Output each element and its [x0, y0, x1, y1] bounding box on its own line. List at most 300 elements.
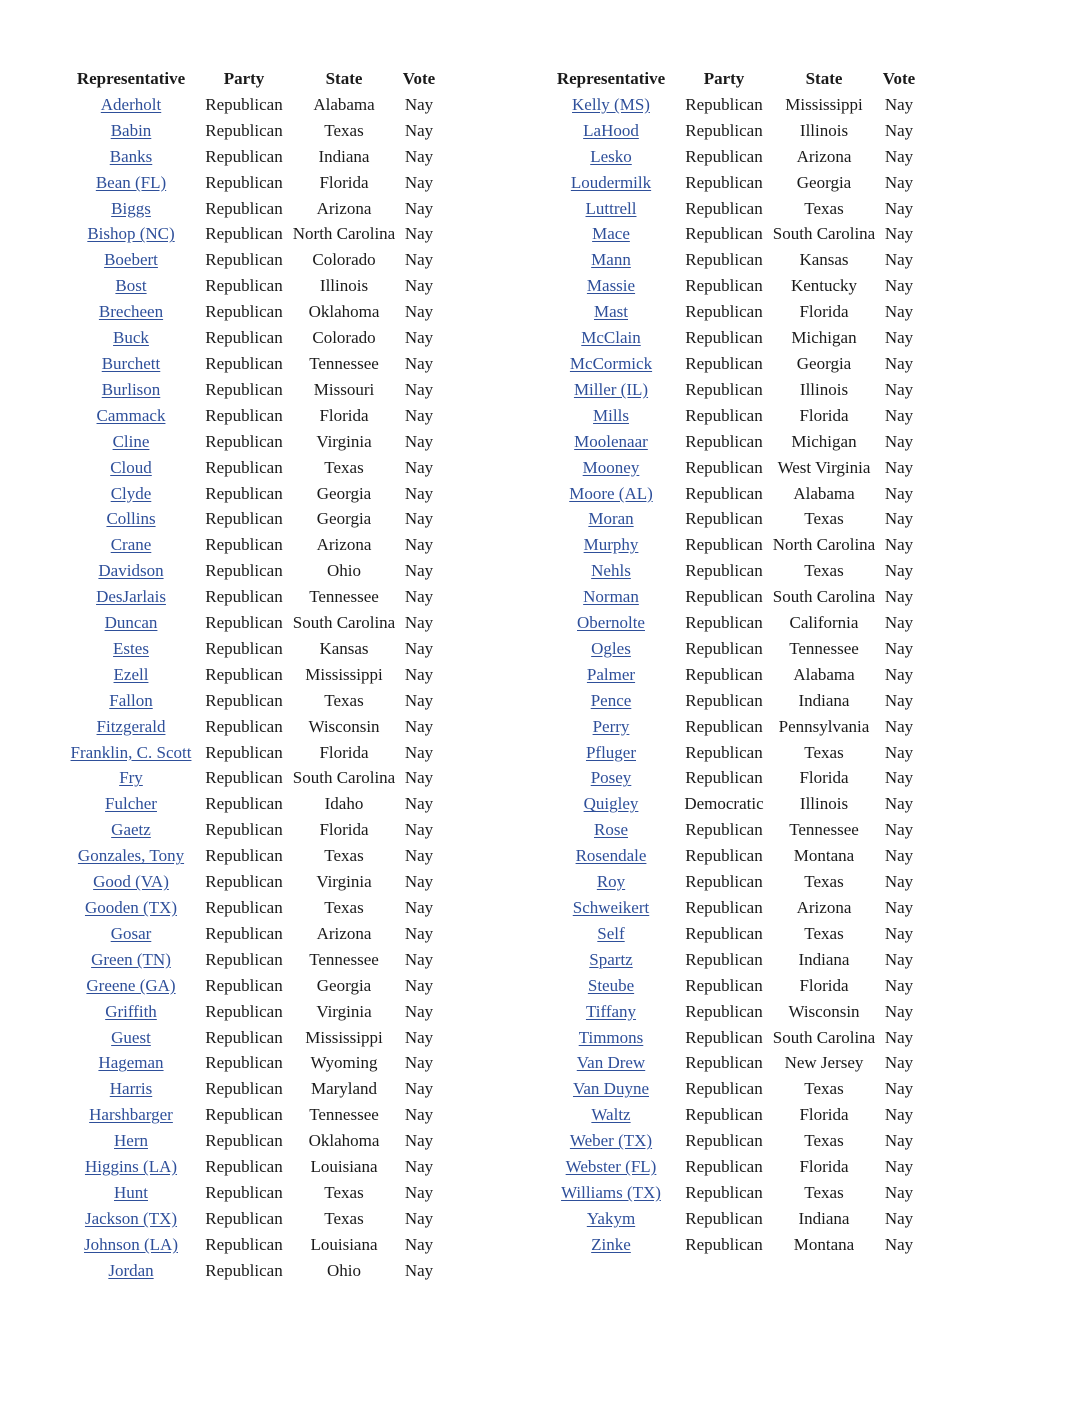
table-row — [66, 636, 442, 662]
representative-link[interactable]: Posey — [590, 768, 632, 788]
representative-link[interactable]: Schweikert — [572, 898, 650, 917]
vote-cell: Nay — [884, 638, 914, 658]
table-row — [66, 351, 442, 377]
vote-cell: Nay — [884, 1131, 914, 1151]
representative-link[interactable]: Steube — [587, 975, 635, 995]
party-cell: Republican — [685, 172, 763, 192]
representative-link[interactable]: Harshbarger — [89, 1105, 173, 1125]
representative-cell — [546, 947, 676, 973]
representative-link[interactable]: Williams (TX) — [561, 1182, 661, 1202]
state-cell: California — [789, 613, 859, 633]
representative-cell — [546, 1102, 676, 1128]
vote-cell: Nay — [884, 1234, 914, 1254]
representative-link[interactable]: DesJarlais — [96, 587, 166, 607]
table-row — [546, 636, 922, 662]
party-cell: Republican — [685, 353, 763, 373]
representative-link[interactable]: Hern — [114, 1131, 148, 1151]
representative-link[interactable]: Cammack — [96, 405, 166, 425]
representative-link[interactable]: Brecheen — [98, 302, 164, 322]
vote-cell: Nay — [884, 872, 914, 892]
representative-cell — [546, 1154, 676, 1180]
table-row — [546, 714, 922, 740]
table-row — [546, 947, 922, 973]
representative-link[interactable]: Greene (GA) — [86, 975, 176, 995]
representative-link[interactable]: Davidson — [98, 561, 164, 581]
state-cell: Florida — [319, 820, 369, 840]
representative-link[interactable]: Pfluger — [585, 742, 637, 762]
representative-link[interactable]: Mills — [593, 405, 629, 425]
representative-link[interactable]: Jordan — [108, 1260, 154, 1280]
vote-cell: Nay — [884, 172, 914, 192]
party-cell: Republican — [685, 561, 763, 581]
table-row — [66, 481, 442, 507]
representative-link[interactable]: Timmons — [578, 1027, 644, 1047]
party-cell: Republican — [205, 509, 283, 529]
party-cell: Republican — [205, 198, 283, 218]
party-cell: Republican — [205, 1001, 283, 1021]
state-cell: Arizona — [796, 898, 852, 917]
table-row — [546, 1154, 922, 1180]
representative-cell — [546, 1206, 676, 1232]
representative-link[interactable]: Moran — [588, 509, 634, 529]
representative-link[interactable]: Duncan — [104, 613, 158, 633]
party-cell: Republican — [685, 975, 763, 995]
representative-link[interactable]: Hageman — [98, 1053, 164, 1073]
vote-cell: Nay — [404, 1157, 434, 1177]
party-cell: Republican — [205, 975, 283, 995]
representative-link[interactable]: Fallon — [109, 690, 153, 710]
state-cell: North Carolina — [772, 535, 876, 555]
state-cell: West Virginia — [777, 457, 871, 477]
representative-link[interactable]: Waltz — [591, 1105, 631, 1125]
representative-link[interactable]: Gaetz — [111, 820, 151, 840]
vote-cell: Nay — [884, 923, 914, 943]
state-cell: Missouri — [313, 379, 375, 399]
state-cell: Texas — [324, 120, 364, 140]
state-cell: Florida — [319, 172, 369, 192]
vote-table-left — [66, 66, 442, 1284]
party-cell: Republican — [205, 1053, 283, 1073]
representative-link[interactable]: Boebert — [104, 250, 158, 270]
table-row — [546, 1025, 922, 1051]
table-row — [66, 921, 442, 947]
representative-link[interactable]: Guest — [111, 1027, 151, 1047]
representative-link[interactable]: Biggs — [111, 198, 151, 218]
representative-link[interactable]: Loudermilk — [570, 172, 652, 192]
representative-link[interactable]: Aderholt — [100, 94, 162, 114]
representative-cell — [546, 740, 676, 766]
representative-link[interactable]: Lesko — [590, 146, 632, 166]
party-cell: Republican — [685, 1105, 763, 1125]
party-cell: Republican — [685, 1234, 763, 1254]
representative-link[interactable]: Fry — [119, 768, 143, 788]
vote-cell: Nay — [404, 250, 434, 270]
table-row — [66, 1025, 442, 1051]
table-row — [546, 403, 922, 429]
representative-cell — [66, 403, 196, 429]
party-cell: Republican — [205, 872, 283, 892]
table-row — [546, 843, 922, 869]
party-cell: Republican — [205, 535, 283, 555]
vote-cell: Nay — [404, 742, 434, 762]
table-row — [546, 740, 922, 766]
party-cell: Republican — [205, 405, 283, 425]
representative-link[interactable]: Collins — [106, 509, 156, 529]
vote-cell: Nay — [404, 872, 434, 892]
vote-cell: Nay — [884, 379, 914, 399]
party-cell: Republican — [205, 1157, 283, 1177]
representative-link[interactable]: Jackson (TX) — [84, 1208, 178, 1228]
table-row — [546, 170, 922, 196]
state-cell: South Carolina — [772, 224, 876, 244]
representative-link[interactable]: Van Duyne — [572, 1079, 649, 1099]
representative-link[interactable]: Obernolte — [577, 613, 645, 633]
representative-cell — [546, 247, 676, 273]
party-cell: Republican — [685, 198, 763, 218]
representative-link[interactable]: Mooney — [582, 457, 640, 477]
representative-cell — [546, 688, 676, 714]
table-row — [66, 947, 442, 973]
representative-link[interactable]: Bean (FL) — [95, 172, 167, 192]
representative-link[interactable]: Rosendale — [575, 846, 647, 866]
vote-cell: Nay — [404, 1027, 434, 1047]
table-row — [66, 765, 442, 791]
vote-cell: Nay — [884, 431, 914, 451]
party-cell: Republican — [205, 94, 283, 114]
state-cell: Texas — [804, 923, 844, 943]
vote-cell: Nay — [884, 1157, 914, 1177]
state-cell: Texas — [804, 742, 844, 762]
table-row — [546, 817, 922, 843]
party-cell: Republican — [685, 94, 763, 114]
table-row — [66, 688, 442, 714]
representative-link[interactable]: Franklin, C. Scott — [70, 742, 192, 762]
representative-link[interactable]: Babin — [110, 120, 152, 140]
vote-cell: Nay — [884, 535, 914, 555]
representative-link[interactable]: Mast — [594, 302, 628, 322]
state-cell: Georgia — [316, 975, 372, 995]
table-row — [546, 299, 922, 325]
representative-link[interactable]: Fulcher — [105, 794, 157, 814]
party-cell: Republican — [205, 613, 283, 633]
representative-link[interactable]: Burchett — [101, 353, 161, 373]
representative-cell — [546, 196, 676, 222]
table-row — [66, 377, 442, 403]
representative-link[interactable]: Hunt — [114, 1182, 148, 1202]
representative-link[interactable]: Cline — [112, 431, 150, 451]
representative-cell — [66, 351, 196, 377]
state-cell: Texas — [324, 690, 364, 710]
representative-link[interactable]: Good (VA) — [93, 872, 169, 892]
party-cell: Republican — [685, 1053, 763, 1073]
state-cell: Texas — [804, 1131, 844, 1151]
representative-cell — [66, 765, 196, 791]
party-cell: Republican — [205, 846, 283, 866]
table-row — [546, 921, 922, 947]
table-row — [66, 1154, 442, 1180]
table-row — [66, 662, 442, 688]
state-cell: Wyoming — [310, 1053, 378, 1073]
state-cell: Wisconsin — [308, 716, 380, 736]
representative-link[interactable]: Johnson (LA) — [84, 1234, 178, 1254]
header-vote: Vote — [402, 69, 436, 88]
representative-link[interactable]: Palmer — [586, 664, 636, 684]
representative-cell — [66, 973, 196, 999]
representative-cell — [66, 817, 196, 843]
vote-cell: Nay — [884, 820, 914, 840]
party-cell: Republican — [205, 898, 283, 917]
table-header-row — [546, 66, 922, 92]
table-row — [546, 144, 922, 170]
state-cell: Florida — [799, 405, 849, 425]
state-cell: Tennessee — [789, 638, 859, 658]
representative-cell — [66, 1025, 196, 1051]
table-row — [66, 1258, 442, 1284]
table-row — [546, 351, 922, 377]
state-cell: Alabama — [313, 94, 375, 114]
representative-link[interactable]: Spartz — [589, 949, 633, 969]
representative-link[interactable]: Moore (AL) — [569, 483, 653, 503]
vote-cell: Nay — [404, 1105, 434, 1125]
representative-link[interactable]: Estes — [113, 638, 149, 658]
state-cell: Montana — [793, 846, 855, 866]
table-row — [546, 92, 922, 118]
representative-link[interactable]: Fitzgerald — [96, 716, 166, 736]
state-cell: Pennsylvania — [778, 716, 870, 736]
representative-cell — [66, 1206, 196, 1232]
state-cell: Texas — [324, 457, 364, 477]
table-row — [66, 999, 442, 1025]
party-cell: Republican — [685, 613, 763, 633]
state-cell: Texas — [804, 1079, 844, 1099]
vote-cell: Nay — [404, 664, 434, 684]
representative-cell — [546, 481, 676, 507]
vote-cell: Nay — [404, 975, 434, 995]
table-row — [546, 1102, 922, 1128]
state-cell: Florida — [799, 1157, 849, 1177]
party-cell: Republican — [685, 1079, 763, 1099]
representative-cell — [546, 403, 676, 429]
table-row — [546, 1050, 922, 1076]
vote-cell: Nay — [884, 690, 914, 710]
vote-cell: Nay — [884, 975, 914, 995]
vote-cell: Nay — [404, 587, 434, 607]
table-row — [546, 1232, 922, 1258]
representative-link[interactable]: Tiffany — [585, 1001, 637, 1021]
representative-link[interactable]: Murphy — [583, 535, 639, 555]
representative-link[interactable]: Gooden (TX) — [84, 898, 178, 917]
vote-cell: Nay — [884, 1001, 914, 1021]
representative-link[interactable]: Norman — [583, 587, 639, 607]
party-cell: Democratic — [684, 794, 764, 814]
representative-cell — [66, 92, 196, 118]
state-cell: Indiana — [798, 1208, 850, 1228]
party-cell: Republican — [205, 1182, 283, 1202]
state-cell: Florida — [319, 405, 369, 425]
party-cell: Republican — [205, 431, 283, 451]
party-cell: Republican — [685, 1182, 763, 1202]
representative-link[interactable]: Harris — [109, 1079, 153, 1099]
table-row — [66, 144, 442, 170]
representative-cell — [546, 144, 676, 170]
vote-cell: Nay — [404, 794, 434, 814]
state-cell: Mississippi — [785, 94, 863, 114]
representative-cell — [546, 973, 676, 999]
state-cell: Ohio — [327, 561, 361, 581]
state-cell: Texas — [804, 1182, 844, 1202]
representative-link[interactable]: Kelly (MS) — [572, 94, 650, 114]
representative-link[interactable]: Self — [597, 923, 625, 943]
representative-cell — [66, 144, 196, 170]
party-cell: Republican — [205, 146, 283, 166]
representative-link[interactable]: Gosar — [110, 923, 152, 943]
state-cell: Louisiana — [310, 1234, 378, 1254]
table-row — [546, 1076, 922, 1102]
representative-link[interactable]: LaHood — [583, 120, 639, 140]
vote-cell: Nay — [884, 898, 914, 917]
party-cell: Republican — [685, 690, 763, 710]
party-cell: Republican — [685, 328, 763, 348]
representative-cell — [66, 1232, 196, 1258]
table-row — [546, 455, 922, 481]
representative-link[interactable]: Webster (FL) — [565, 1157, 657, 1177]
representative-cell — [66, 299, 196, 325]
representative-link[interactable]: Banks — [109, 146, 153, 166]
vote-cell: Nay — [404, 276, 434, 296]
representative-link[interactable]: McCormick — [569, 353, 653, 373]
party-cell: Republican — [685, 535, 763, 555]
vote-table-right — [546, 66, 922, 1258]
representative-link[interactable]: Buck — [113, 328, 149, 348]
party-cell: Republican — [685, 820, 763, 840]
representative-cell — [66, 791, 196, 817]
vote-cell: Nay — [404, 353, 434, 373]
state-cell: Alabama — [793, 483, 855, 503]
party-cell: Republican — [205, 302, 283, 322]
vote-cell: Nay — [404, 198, 434, 218]
party-cell: Republican — [685, 1157, 763, 1177]
state-cell: Alabama — [793, 664, 855, 684]
representative-cell — [66, 584, 196, 610]
vote-cell: Nay — [404, 1053, 434, 1073]
state-cell: Texas — [324, 846, 364, 866]
party-cell: Republican — [685, 379, 763, 399]
representative-link[interactable]: Pence — [590, 690, 632, 710]
representative-link[interactable]: Bishop (NC) — [87, 224, 175, 244]
state-cell: Maryland — [310, 1079, 378, 1099]
representative-link[interactable]: Clyde — [110, 483, 152, 503]
state-cell: South Carolina — [772, 587, 876, 607]
table-row — [546, 325, 922, 351]
vote-cell: Nay — [884, 276, 914, 296]
representative-link[interactable]: Luttrell — [585, 198, 637, 218]
party-cell: Republican — [205, 820, 283, 840]
state-cell: Texas — [804, 198, 844, 218]
representative-cell — [546, 325, 676, 351]
party-cell: Republican — [205, 379, 283, 399]
representative-cell — [66, 221, 196, 247]
representative-link[interactable]: Roy — [596, 872, 626, 892]
representative-link[interactable]: Ezell — [113, 664, 149, 684]
state-cell: Virginia — [316, 872, 372, 892]
representative-link[interactable]: Massie — [586, 276, 636, 296]
vote-cell: Nay — [404, 535, 434, 555]
representative-link[interactable]: Bost — [115, 276, 147, 296]
party-cell: Republican — [205, 120, 283, 140]
party-cell: Republican — [685, 1208, 763, 1228]
state-cell: Georgia — [796, 172, 852, 192]
representative-link[interactable]: Burlison — [101, 379, 161, 399]
representative-link[interactable]: Rose — [594, 820, 628, 840]
representative-link[interactable]: Griffith — [105, 1001, 157, 1021]
representative-cell — [66, 558, 196, 584]
representative-cell — [546, 377, 676, 403]
table-row — [66, 869, 442, 895]
representative-link[interactable]: Van Drew — [576, 1053, 646, 1073]
table-row — [66, 1180, 442, 1206]
representative-link[interactable]: Green (TN) — [91, 949, 171, 969]
representative-link[interactable]: Yakym — [586, 1208, 636, 1228]
vote-cell: Nay — [884, 250, 914, 270]
representative-link[interactable]: Ogles — [591, 638, 631, 658]
state-cell: Georgia — [316, 483, 372, 503]
table-row — [66, 118, 442, 144]
vote-cell: Nay — [884, 405, 914, 425]
state-cell: Arizona — [316, 198, 372, 218]
state-cell: Mississippi — [305, 1027, 383, 1047]
state-cell: Montana — [793, 1234, 855, 1254]
representative-link[interactable]: Miller (IL) — [573, 379, 649, 399]
representative-cell — [66, 688, 196, 714]
vote-cell: Nay — [404, 457, 434, 477]
state-cell: Kansas — [799, 250, 849, 270]
party-cell: Republican — [685, 120, 763, 140]
party-cell: Republican — [205, 561, 283, 581]
vote-cell: Nay — [404, 1182, 434, 1202]
table-row — [66, 532, 442, 558]
vote-cell: Nay — [404, 224, 434, 244]
representative-link[interactable]: Quigley — [583, 794, 639, 814]
party-cell: Republican — [685, 587, 763, 607]
representative-link[interactable]: Crane — [110, 535, 152, 555]
representative-link[interactable]: Nehls — [591, 561, 631, 581]
state-cell: Mississippi — [305, 664, 383, 684]
table-row — [66, 273, 442, 299]
representative-link[interactable]: McClain — [581, 328, 641, 348]
vote-cell: Nay — [884, 587, 914, 607]
vote-cell: Nay — [404, 172, 434, 192]
vote-cell: Nay — [884, 224, 914, 244]
table-row — [66, 1128, 442, 1154]
vote-cell: Nay — [404, 1079, 434, 1099]
representative-link[interactable]: Mann — [591, 250, 631, 270]
representative-link[interactable]: Moolenaar — [574, 431, 648, 451]
representative-link[interactable]: Gonzales, Tony — [77, 846, 185, 866]
vote-cell: Nay — [884, 561, 914, 581]
vote-cell: Nay — [884, 1079, 914, 1099]
vote-cell: Nay — [884, 1182, 914, 1202]
party-cell: Republican — [205, 716, 283, 736]
representative-link[interactable]: Mace — [592, 224, 630, 244]
vote-cell: Nay — [884, 742, 914, 762]
representative-link[interactable]: Cloud — [110, 457, 152, 477]
representative-link[interactable]: Zinke — [591, 1234, 631, 1254]
representative-link[interactable]: Higgins (LA) — [84, 1157, 178, 1177]
vote-cell: Nay — [404, 898, 434, 917]
representative-link[interactable]: Weber (TX) — [569, 1131, 653, 1151]
representative-link[interactable]: Perry — [592, 716, 630, 736]
representative-cell — [546, 1128, 676, 1154]
